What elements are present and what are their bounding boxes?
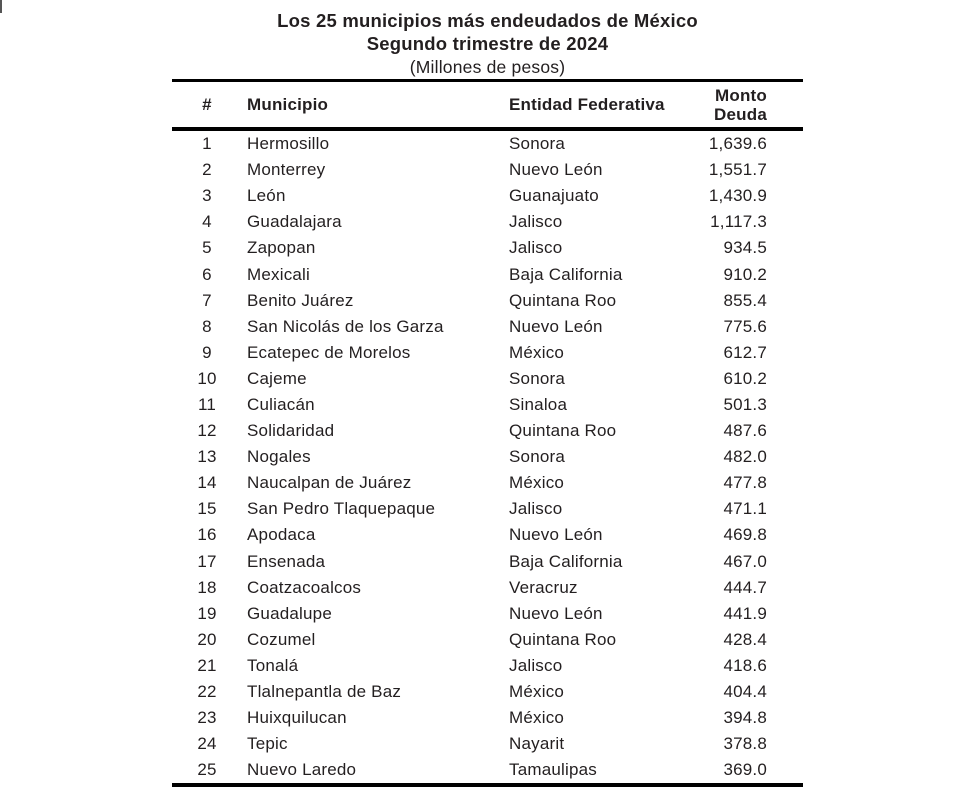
- row-municipio: Tonalá: [247, 655, 299, 675]
- row-municipio: Monterrey: [247, 160, 326, 180]
- row-monto: 477.8: [723, 473, 767, 493]
- row-municipio: Nogales: [247, 447, 311, 467]
- row-rank: 23: [197, 708, 217, 728]
- table-row: [172, 575, 803, 601]
- row-monto: 444.7: [723, 577, 767, 597]
- row-rank: 14: [197, 473, 217, 493]
- row-monto: 610.2: [723, 368, 767, 388]
- row-rank: 24: [197, 734, 217, 754]
- debt-table-document: [172, 0, 803, 787]
- row-municipio: Naucalpan de Juárez: [247, 473, 412, 493]
- table-row: [172, 209, 803, 235]
- table-row: [172, 131, 803, 157]
- row-monto: 501.3: [723, 394, 767, 414]
- row-municipio: Cajeme: [247, 368, 307, 388]
- row-municipio: Tlalnepantla de Baz: [247, 682, 402, 702]
- row-monto: 469.8: [723, 525, 767, 545]
- column-header-entidad: Entidad Federativa: [509, 94, 665, 114]
- row-rank: 5: [202, 238, 212, 258]
- table-row: [172, 392, 803, 418]
- row-municipio: San Pedro Tlaquepaque: [247, 499, 436, 519]
- table-row: [172, 183, 803, 209]
- row-monto: 441.9: [723, 603, 767, 623]
- table-row: [172, 340, 803, 366]
- row-monto: 1,551.7: [708, 160, 767, 180]
- row-rank: 9: [202, 342, 212, 362]
- row-municipio: Coatzacoalcos: [247, 577, 362, 597]
- row-rank: 1: [202, 134, 212, 154]
- table-row: [172, 418, 803, 444]
- row-municipio: Nuevo Laredo: [247, 760, 357, 780]
- table-row: [172, 496, 803, 522]
- row-entidad: México: [509, 708, 565, 728]
- row-entidad: Nayarit: [509, 734, 565, 754]
- row-entidad: Quintana Roo: [509, 629, 617, 649]
- table-header-row: [172, 82, 803, 127]
- row-entidad: México: [509, 682, 565, 702]
- row-municipio: Apodaca: [247, 525, 316, 545]
- row-entidad: Tamaulipas: [509, 760, 597, 780]
- row-monto: 934.5: [723, 238, 767, 258]
- column-header-municipio: Municipio: [247, 94, 329, 114]
- table-row: [172, 757, 803, 783]
- row-monto: 1,639.6: [708, 134, 767, 154]
- table-row: [172, 522, 803, 548]
- table-row: [172, 157, 803, 183]
- screen-edge-artifact: [0, 0, 2, 13]
- row-monto: 1,117.3: [710, 212, 767, 232]
- row-entidad: Jalisco: [509, 499, 563, 519]
- table-row: [172, 444, 803, 470]
- row-entidad: Nuevo León: [509, 603, 603, 623]
- row-rank: 15: [197, 499, 217, 519]
- row-municipio: León: [247, 186, 286, 206]
- row-monto: 482.0: [723, 447, 767, 467]
- row-entidad: Nuevo León: [509, 316, 603, 336]
- page-title-line1: Los 25 municipios más endeudados de México: [277, 10, 698, 31]
- row-rank: 6: [202, 264, 212, 284]
- row-rank: 19: [197, 603, 217, 623]
- row-municipio: Hermosillo: [247, 134, 330, 154]
- row-entidad: Guanajuato: [509, 186, 599, 206]
- row-municipio: Culiacán: [247, 394, 315, 414]
- row-municipio: Ecatepec de Morelos: [247, 342, 411, 362]
- row-entidad: Jalisco: [509, 212, 563, 232]
- table-row: [172, 705, 803, 731]
- row-monto: 612.7: [723, 342, 767, 362]
- row-monto: 471.1: [723, 499, 767, 519]
- row-rank: 17: [197, 551, 217, 571]
- row-municipio: Cozumel: [247, 629, 316, 649]
- table-row: [172, 679, 803, 705]
- row-entidad: Baja California: [509, 264, 623, 284]
- row-entidad: Quintana Roo: [509, 290, 617, 310]
- row-monto: 1,430.9: [708, 186, 767, 206]
- row-monto: 404.4: [723, 682, 767, 702]
- row-rank: 20: [197, 629, 217, 649]
- row-rank: 25: [197, 760, 217, 780]
- row-entidad: México: [509, 342, 565, 362]
- row-rank: 10: [197, 368, 217, 388]
- row-rank: 13: [197, 447, 217, 467]
- row-rank: 8: [202, 316, 212, 336]
- row-municipio: Guadalajara: [247, 212, 342, 232]
- row-entidad: Veracruz: [509, 577, 578, 597]
- row-municipio: San Nicolás de los Garza: [247, 316, 444, 336]
- row-rank: 11: [197, 394, 217, 414]
- row-rank: 7: [202, 290, 212, 310]
- row-monto: 428.4: [723, 629, 767, 649]
- column-header-rank: #: [202, 94, 212, 114]
- table-row: [172, 601, 803, 627]
- row-monto: 775.6: [723, 316, 767, 336]
- row-rank: 12: [197, 421, 217, 441]
- row-municipio: Benito Juárez: [247, 290, 354, 310]
- row-rank: 21: [197, 655, 217, 675]
- row-monto: 418.6: [723, 655, 767, 675]
- row-rank: 18: [197, 577, 217, 597]
- table-row: [172, 288, 803, 314]
- row-monto: 378.8: [723, 734, 767, 754]
- page-subtitle: (Millones de pesos): [409, 57, 566, 77]
- table-row: [172, 731, 803, 757]
- row-entidad: Jalisco: [509, 655, 563, 675]
- row-municipio: Huixquilucan: [247, 708, 347, 728]
- table-body: [172, 131, 803, 783]
- row-municipio: Zapopan: [247, 238, 316, 258]
- row-monto: 855.4: [723, 290, 767, 310]
- table-bottom-rule: [172, 783, 803, 787]
- row-entidad: México: [509, 473, 565, 493]
- row-municipio: Tepic: [247, 734, 288, 754]
- table-row: [172, 366, 803, 392]
- row-municipio: Mexicali: [247, 264, 311, 284]
- table-row: [172, 235, 803, 261]
- title-block: [172, 0, 803, 79]
- row-rank: 22: [197, 682, 217, 702]
- column-header-monto: [704, 86, 803, 124]
- row-entidad: Jalisco: [509, 238, 563, 258]
- row-entidad: Quintana Roo: [509, 421, 617, 441]
- row-monto: 910.2: [723, 264, 767, 284]
- page-title-line2: Segundo trimestre de 2024: [366, 33, 609, 54]
- table-row: [172, 314, 803, 340]
- table-row: [172, 470, 803, 496]
- row-monto: 487.6: [723, 421, 767, 441]
- row-municipio: Solidaridad: [247, 421, 335, 441]
- row-monto: 369.0: [723, 760, 767, 780]
- row-municipio: Guadalupe: [247, 603, 332, 623]
- table-row: [172, 627, 803, 653]
- row-entidad: Sonora: [509, 134, 566, 154]
- column-header-monto-line1: Monto: [715, 85, 767, 105]
- row-rank: 4: [202, 212, 212, 232]
- row-entidad: Baja California: [509, 551, 623, 571]
- table-row: [172, 261, 803, 287]
- row-monto: 394.8: [723, 708, 767, 728]
- row-entidad: Sinaloa: [509, 394, 568, 414]
- row-rank: 3: [202, 186, 212, 206]
- row-entidad: Nuevo León: [509, 160, 603, 180]
- row-monto: 467.0: [723, 551, 767, 571]
- row-rank: 16: [197, 525, 217, 545]
- row-rank: 2: [202, 160, 212, 180]
- row-municipio: Ensenada: [247, 551, 326, 571]
- row-entidad: Sonora: [509, 368, 566, 388]
- column-header-monto-line2: Deuda: [714, 104, 767, 124]
- row-entidad: Nuevo León: [509, 525, 603, 545]
- row-entidad: Sonora: [509, 447, 566, 467]
- table-row: [172, 549, 803, 575]
- table-row: [172, 653, 803, 679]
